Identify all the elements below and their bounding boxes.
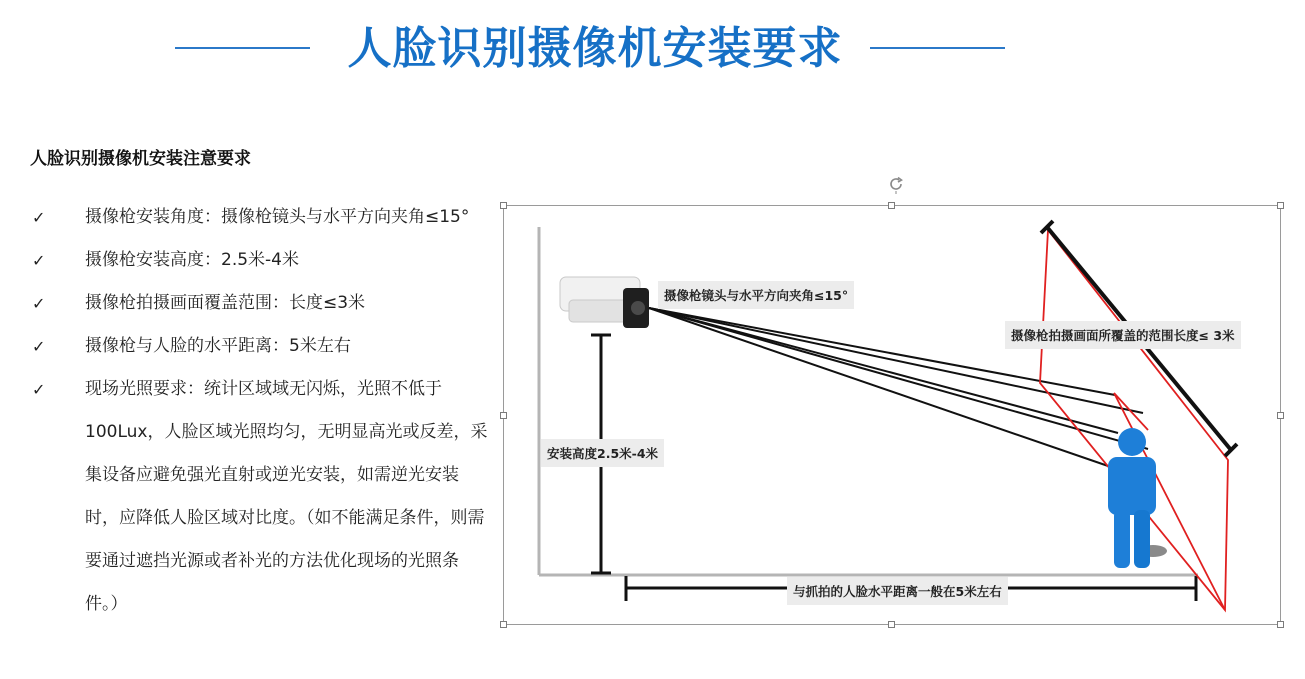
requirement-item	[30, 196, 490, 239]
installation-diagram[interactable]	[503, 205, 1281, 625]
section-subtitle: 人脸识别摄像机安装注意要求	[30, 149, 251, 169]
page-title: 人脸识别摄像机安装要求	[347, 23, 843, 74]
check-icon: ✓	[32, 337, 46, 356]
check-icon: ✓	[32, 380, 46, 399]
requirement-text: 摄像枪安装高度：2.5米-4米	[85, 250, 299, 270]
diagram-drawing	[503, 205, 1281, 625]
requirements-list	[30, 196, 490, 626]
camera-icon	[560, 277, 649, 328]
check-icon: ✓	[32, 208, 46, 227]
requirement-item	[30, 239, 490, 282]
height-label: 安装高度2.5米-4米	[541, 439, 664, 467]
angle-label: 摄像枪镜头与水平方向夹角≤15°	[658, 281, 854, 309]
title-bar	[0, 0, 1305, 90]
requirement-text: 摄像枪与人脸的水平距离：5米左右	[85, 336, 351, 356]
title-decor-line-right	[870, 47, 1005, 49]
rotate-handle-icon[interactable]	[886, 174, 906, 194]
requirement-item	[30, 282, 490, 325]
title-decor-line-left	[175, 47, 310, 49]
requirement-text: 现场光照要求：统计区域域无闪烁，光照不低于100Lux，人脸区域光照均匀，无明显高光或反差，采集设备应避免强光直射或逆光安装，如需逆光安装时，应降低人脸区域对比度。（如不能满足条件，则需要通过遮挡光源或者补光的方法优化现场的光照条件。）	[85, 379, 488, 614]
requirement-item	[30, 325, 490, 368]
requirement-text: 摄像枪拍摄画面覆盖范围：长度≤3米	[85, 293, 366, 313]
requirement-text: 摄像枪安装角度：摄像枪镜头与水平方向夹角≤15°	[85, 207, 470, 227]
person-icon	[1108, 428, 1167, 568]
coverage-label: 摄像枪拍摄画面所覆盖的范围长度≤ 3米	[1005, 321, 1241, 349]
check-icon: ✓	[32, 251, 46, 270]
check-icon: ✓	[32, 294, 46, 313]
requirement-item	[30, 368, 490, 626]
distance-label: 与抓拍的人脸水平距离一般在5米左右	[787, 577, 1008, 605]
